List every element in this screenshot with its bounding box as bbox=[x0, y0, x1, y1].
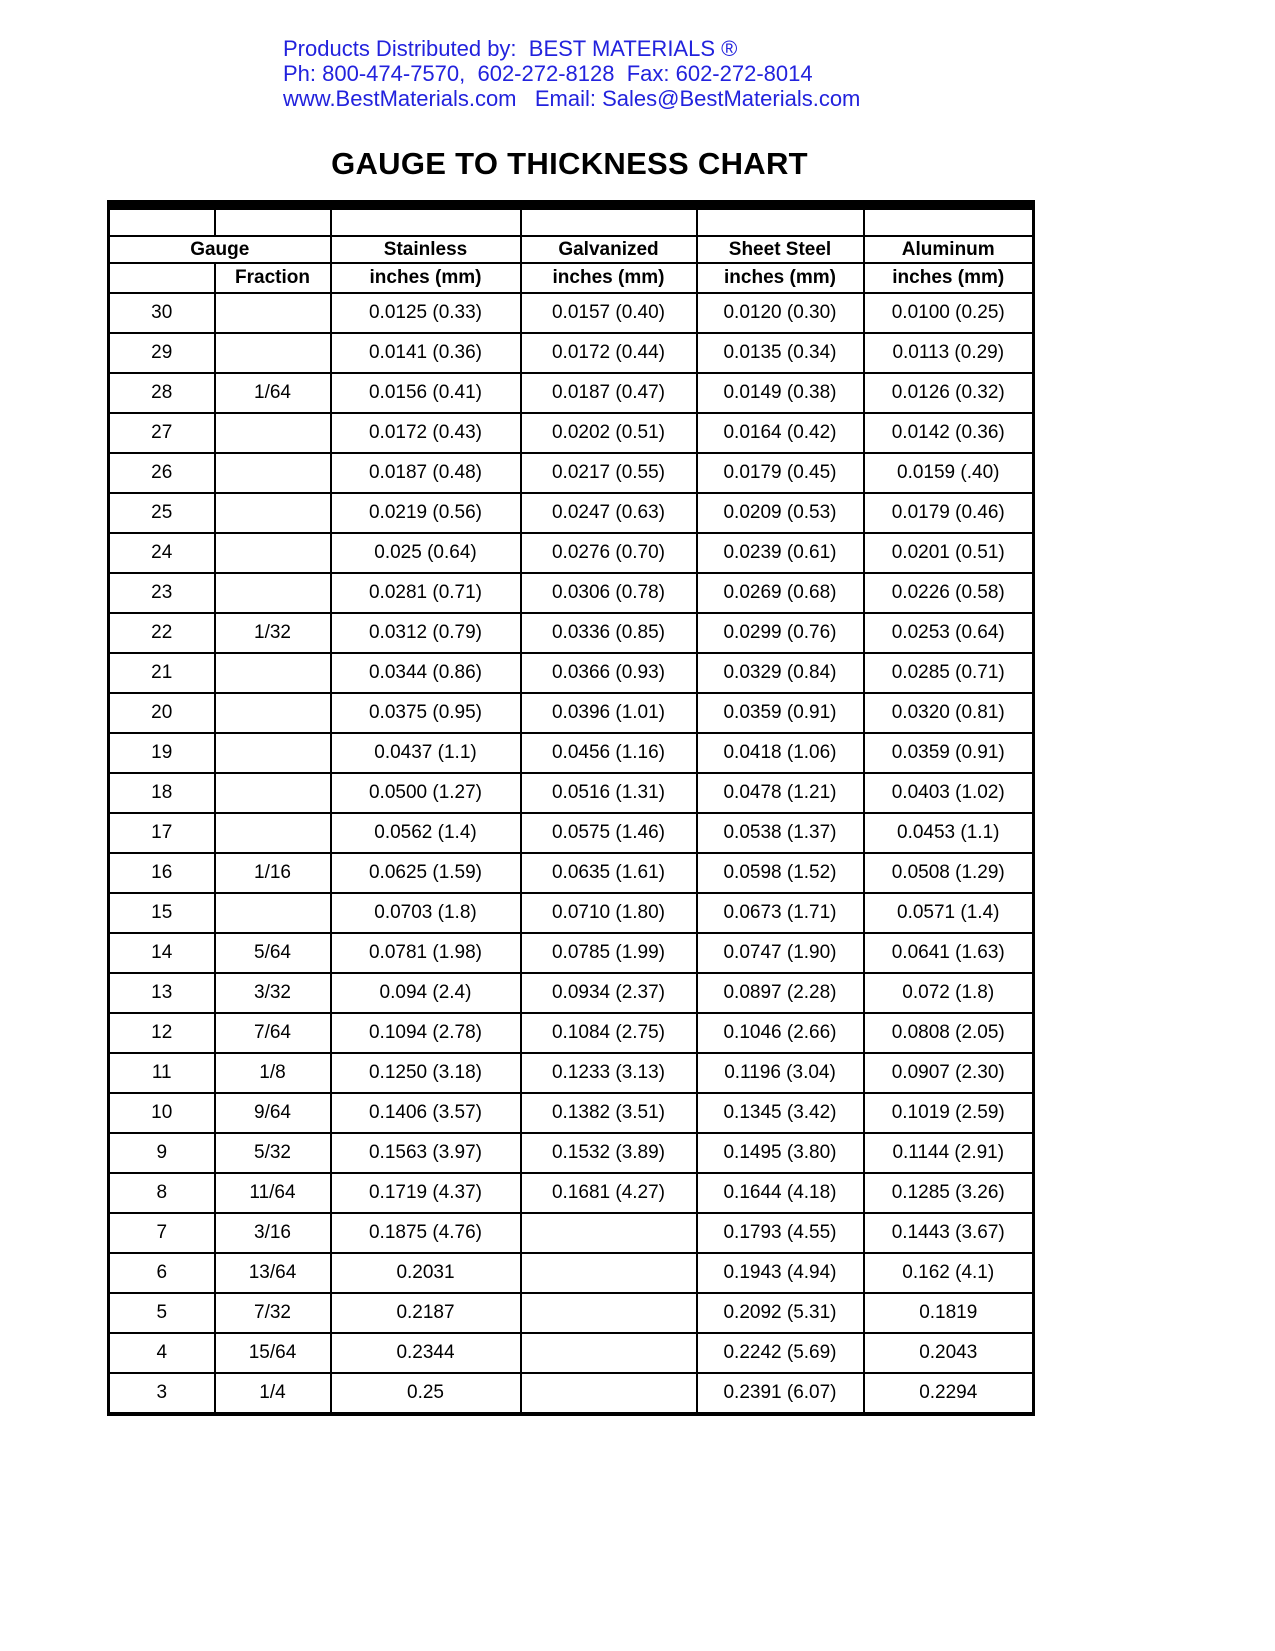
fraction-cell bbox=[215, 333, 331, 373]
gauge-cell: 28 bbox=[109, 373, 215, 413]
sheet-steel-cell: 0.0673 (1.71) bbox=[697, 893, 864, 933]
aluminum-cell: 0.1443 (3.67) bbox=[864, 1213, 1034, 1253]
stainless-cell: 0.0781 (1.98) bbox=[331, 933, 521, 973]
aluminum-cell: 0.0100 (0.25) bbox=[864, 293, 1034, 333]
fraction-cell: 5/64 bbox=[215, 933, 331, 973]
gauge-cell: 7 bbox=[109, 1213, 215, 1253]
fraction-cell: 7/64 bbox=[215, 1013, 331, 1053]
stainless-cell: 0.0281 (0.71) bbox=[331, 573, 521, 613]
stainless-cell: 0.0172 (0.43) bbox=[331, 413, 521, 453]
aluminum-cell: 0.2294 bbox=[864, 1373, 1034, 1414]
aluminum-cell: 0.0285 (0.71) bbox=[864, 653, 1034, 693]
table-row-gauge-8 bbox=[109, 1173, 1034, 1213]
stainless-cell: 0.025 (0.64) bbox=[331, 533, 521, 573]
sub-header-row bbox=[109, 263, 1034, 293]
aluminum-cell: 0.0226 (0.58) bbox=[864, 573, 1034, 613]
table-row-gauge-11 bbox=[109, 1053, 1034, 1093]
stainless-cell: 0.0703 (1.8) bbox=[331, 893, 521, 933]
sheet-steel-cell: 0.1345 (3.42) bbox=[697, 1093, 864, 1133]
gauge-cell: 8 bbox=[109, 1173, 215, 1213]
aluminum-cell: 0.0808 (2.05) bbox=[864, 1013, 1034, 1053]
table-row-gauge-14 bbox=[109, 933, 1034, 973]
stainless-cell: 0.0156 (0.41) bbox=[331, 373, 521, 413]
sheet-steel-cell: 0.0120 (0.30) bbox=[697, 293, 864, 333]
sheet-steel-cell: 0.1196 (3.04) bbox=[697, 1053, 864, 1093]
table-row-gauge-18 bbox=[109, 773, 1034, 813]
galvanized-cell bbox=[521, 1293, 697, 1333]
table-header-section bbox=[109, 205, 1034, 293]
table-row-gauge-22 bbox=[109, 613, 1034, 653]
distributor-line-phone: Ph: 800-474-7570, 602-272-8128 Fax: 602-272-8014 bbox=[283, 61, 813, 86]
aluminum-cell: 0.0253 (0.64) bbox=[864, 613, 1034, 653]
sheet-steel-cell: 0.0269 (0.68) bbox=[697, 573, 864, 613]
aluminum-cell: 0.1144 (2.91) bbox=[864, 1133, 1034, 1173]
stainless-cell: 0.1563 (3.97) bbox=[331, 1133, 521, 1173]
stainless-cell: 0.2031 bbox=[331, 1253, 521, 1293]
aluminum-cell: 0.0907 (2.30) bbox=[864, 1053, 1034, 1093]
stainless-cell: 0.0375 (0.95) bbox=[331, 693, 521, 733]
sheet-steel-cell: 0.0135 (0.34) bbox=[697, 333, 864, 373]
aluminum-cell: 0.0320 (0.81) bbox=[864, 693, 1034, 733]
table-row-gauge-20 bbox=[109, 693, 1034, 733]
column-header-gauge: Gauge bbox=[109, 236, 331, 263]
fraction-cell bbox=[215, 493, 331, 533]
fraction-cell: 3/16 bbox=[215, 1213, 331, 1253]
fraction-cell bbox=[215, 773, 331, 813]
galvanized-cell bbox=[521, 1333, 697, 1373]
gauge-cell: 30 bbox=[109, 293, 215, 333]
sub-header-aluminum-units: inches (mm) bbox=[864, 263, 1034, 293]
stainless-cell: 0.0500 (1.27) bbox=[331, 773, 521, 813]
sub-header-sheet-steel-units: inches (mm) bbox=[697, 263, 864, 293]
gauge-cell: 27 bbox=[109, 413, 215, 453]
column-header-aluminum: Aluminum bbox=[864, 236, 1034, 263]
stainless-cell: 0.25 bbox=[331, 1373, 521, 1414]
table-row-gauge-13 bbox=[109, 973, 1034, 1013]
aluminum-cell: 0.0571 (1.4) bbox=[864, 893, 1034, 933]
galvanized-cell: 0.0217 (0.55) bbox=[521, 453, 697, 493]
galvanized-cell: 0.0157 (0.40) bbox=[521, 293, 697, 333]
aluminum-cell: 0.0179 (0.46) bbox=[864, 493, 1034, 533]
gauge-cell: 21 bbox=[109, 653, 215, 693]
aluminum-cell: 0.1019 (2.59) bbox=[864, 1093, 1034, 1133]
galvanized-cell: 0.0396 (1.01) bbox=[521, 693, 697, 733]
spacer-cell bbox=[521, 205, 697, 236]
gauge-cell: 18 bbox=[109, 773, 215, 813]
sheet-steel-cell: 0.0897 (2.28) bbox=[697, 973, 864, 1013]
galvanized-cell: 0.1084 (2.75) bbox=[521, 1013, 697, 1053]
column-header-stainless: Stainless bbox=[331, 236, 521, 263]
stainless-cell: 0.2344 bbox=[331, 1333, 521, 1373]
table-row-gauge-23 bbox=[109, 573, 1034, 613]
gauge-cell: 23 bbox=[109, 573, 215, 613]
galvanized-cell: 0.0710 (1.80) bbox=[521, 893, 697, 933]
sheet-steel-cell: 0.2391 (6.07) bbox=[697, 1373, 864, 1414]
table-row-gauge-16 bbox=[109, 853, 1034, 893]
gauge-cell: 19 bbox=[109, 733, 215, 773]
spacer-row bbox=[109, 205, 1034, 236]
fraction-cell bbox=[215, 573, 331, 613]
gauge-cell: 4 bbox=[109, 1333, 215, 1373]
spacer-cell bbox=[697, 205, 864, 236]
aluminum-cell: 0.0159 (.40) bbox=[864, 453, 1034, 493]
fraction-cell: 13/64 bbox=[215, 1253, 331, 1293]
table-data-rows bbox=[109, 293, 1034, 1414]
sub-header-gauge-empty bbox=[109, 263, 215, 293]
aluminum-cell: 0.0113 (0.29) bbox=[864, 333, 1034, 373]
table-row-gauge-17 bbox=[109, 813, 1034, 853]
table-row-gauge-27 bbox=[109, 413, 1034, 453]
aluminum-cell: 0.162 (4.1) bbox=[864, 1253, 1034, 1293]
sheet-steel-cell: 0.0418 (1.06) bbox=[697, 733, 864, 773]
spacer-cell bbox=[864, 205, 1034, 236]
galvanized-cell: 0.0456 (1.16) bbox=[521, 733, 697, 773]
fraction-cell: 15/64 bbox=[215, 1333, 331, 1373]
sheet-steel-cell: 0.1495 (3.80) bbox=[697, 1133, 864, 1173]
gauge-cell: 15 bbox=[109, 893, 215, 933]
aluminum-cell: 0.0403 (1.02) bbox=[864, 773, 1034, 813]
sheet-steel-cell: 0.0179 (0.45) bbox=[697, 453, 864, 493]
gauge-cell: 16 bbox=[109, 853, 215, 893]
column-header-sheet-steel: Sheet Steel bbox=[697, 236, 864, 263]
fraction-cell: 1/16 bbox=[215, 853, 331, 893]
table-row-gauge-24 bbox=[109, 533, 1034, 573]
aluminum-cell: 0.0359 (0.91) bbox=[864, 733, 1034, 773]
galvanized-cell: 0.0575 (1.46) bbox=[521, 813, 697, 853]
spacer-cell bbox=[109, 205, 215, 236]
fraction-cell bbox=[215, 293, 331, 333]
table-row-gauge-6 bbox=[109, 1253, 1034, 1293]
fraction-cell bbox=[215, 893, 331, 933]
galvanized-cell: 0.0172 (0.44) bbox=[521, 333, 697, 373]
sheet-steel-cell: 0.0239 (0.61) bbox=[697, 533, 864, 573]
aluminum-cell: 0.1819 bbox=[864, 1293, 1034, 1333]
stainless-cell: 0.0187 (0.48) bbox=[331, 453, 521, 493]
gauge-cell: 13 bbox=[109, 973, 215, 1013]
galvanized-cell bbox=[521, 1253, 697, 1293]
sheet-steel-cell: 0.2092 (5.31) bbox=[697, 1293, 864, 1333]
galvanized-cell bbox=[521, 1213, 697, 1253]
table-row-gauge-10 bbox=[109, 1093, 1034, 1133]
sub-header-stainless-units: inches (mm) bbox=[331, 263, 521, 293]
stainless-cell: 0.0437 (1.1) bbox=[331, 733, 521, 773]
fraction-cell: 5/32 bbox=[215, 1133, 331, 1173]
table-row-gauge-9 bbox=[109, 1133, 1034, 1173]
distributor-line-web-email: www.BestMaterials.com Email: Sales@BestMaterials.com bbox=[283, 86, 861, 111]
sheet-steel-cell: 0.0598 (1.52) bbox=[697, 853, 864, 893]
stainless-cell: 0.0125 (0.33) bbox=[331, 293, 521, 333]
table-row-gauge-7 bbox=[109, 1213, 1034, 1253]
galvanized-cell: 0.0635 (1.61) bbox=[521, 853, 697, 893]
sheet-steel-cell: 0.2242 (5.69) bbox=[697, 1333, 864, 1373]
galvanized-cell: 0.0187 (0.47) bbox=[521, 373, 697, 413]
galvanized-cell: 0.0516 (1.31) bbox=[521, 773, 697, 813]
stainless-cell: 0.1406 (3.57) bbox=[331, 1093, 521, 1133]
table-row-gauge-19 bbox=[109, 733, 1034, 773]
stainless-cell: 0.1719 (4.37) bbox=[331, 1173, 521, 1213]
fraction-cell: 7/32 bbox=[215, 1293, 331, 1333]
stainless-cell: 0.0312 (0.79) bbox=[331, 613, 521, 653]
sheet-steel-cell: 0.0149 (0.38) bbox=[697, 373, 864, 413]
table-row-gauge-3 bbox=[109, 1373, 1034, 1414]
fraction-cell: 1/8 bbox=[215, 1053, 331, 1093]
table-row-gauge-25 bbox=[109, 493, 1034, 533]
galvanized-cell bbox=[521, 1373, 697, 1414]
sheet-steel-cell: 0.1644 (4.18) bbox=[697, 1173, 864, 1213]
sheet-steel-cell: 0.0747 (1.90) bbox=[697, 933, 864, 973]
sheet-steel-cell: 0.0478 (1.21) bbox=[697, 773, 864, 813]
table-row-gauge-5 bbox=[109, 1293, 1034, 1333]
gauge-cell: 25 bbox=[109, 493, 215, 533]
stainless-cell: 0.2187 bbox=[331, 1293, 521, 1333]
aluminum-cell: 0.1285 (3.26) bbox=[864, 1173, 1034, 1213]
gauge-cell: 26 bbox=[109, 453, 215, 493]
gauge-cell: 5 bbox=[109, 1293, 215, 1333]
spacer-cell bbox=[215, 205, 331, 236]
fraction-cell bbox=[215, 533, 331, 573]
sheet-steel-cell: 0.0538 (1.37) bbox=[697, 813, 864, 853]
distributor-line-products: Products Distributed by: BEST MATERIALS ® bbox=[283, 36, 738, 61]
sheet-steel-cell: 0.0299 (0.76) bbox=[697, 613, 864, 653]
fraction-cell bbox=[215, 653, 331, 693]
galvanized-cell: 0.1233 (3.13) bbox=[521, 1053, 697, 1093]
aluminum-cell: 0.2043 bbox=[864, 1333, 1034, 1373]
aluminum-cell: 0.0508 (1.29) bbox=[864, 853, 1034, 893]
fraction-cell bbox=[215, 733, 331, 773]
stainless-cell: 0.1875 (4.76) bbox=[331, 1213, 521, 1253]
distributor-header bbox=[283, 36, 860, 111]
table-row-gauge-28 bbox=[109, 373, 1034, 413]
sheet-steel-cell: 0.1793 (4.55) bbox=[697, 1213, 864, 1253]
spacer-cell bbox=[331, 205, 521, 236]
fraction-cell bbox=[215, 693, 331, 733]
aluminum-cell: 0.072 (1.8) bbox=[864, 973, 1034, 1013]
column-header-galvanized: Galvanized bbox=[521, 236, 697, 263]
table-row-gauge-26 bbox=[109, 453, 1034, 493]
table-row-gauge-29 bbox=[109, 333, 1034, 373]
aluminum-cell: 0.0201 (0.51) bbox=[864, 533, 1034, 573]
table-row-gauge-4 bbox=[109, 1333, 1034, 1373]
fraction-cell bbox=[215, 413, 331, 453]
galvanized-cell: 0.0306 (0.78) bbox=[521, 573, 697, 613]
table-row-gauge-30 bbox=[109, 293, 1034, 333]
sheet-steel-cell: 0.0359 (0.91) bbox=[697, 693, 864, 733]
stainless-cell: 0.1250 (3.18) bbox=[331, 1053, 521, 1093]
sheet-steel-cell: 0.0164 (0.42) bbox=[697, 413, 864, 453]
aluminum-cell: 0.0453 (1.1) bbox=[864, 813, 1034, 853]
galvanized-cell: 0.0934 (2.37) bbox=[521, 973, 697, 1013]
table-row-gauge-12 bbox=[109, 1013, 1034, 1053]
galvanized-cell: 0.0366 (0.93) bbox=[521, 653, 697, 693]
fraction-cell: 1/64 bbox=[215, 373, 331, 413]
galvanized-cell: 0.1382 (3.51) bbox=[521, 1093, 697, 1133]
gauge-cell: 11 bbox=[109, 1053, 215, 1093]
galvanized-cell: 0.0276 (0.70) bbox=[521, 533, 697, 573]
galvanized-cell: 0.0336 (0.85) bbox=[521, 613, 697, 653]
stainless-cell: 0.0562 (1.4) bbox=[331, 813, 521, 853]
table-row-gauge-21 bbox=[109, 653, 1034, 693]
aluminum-cell: 0.0641 (1.63) bbox=[864, 933, 1034, 973]
gauge-cell: 24 bbox=[109, 533, 215, 573]
galvanized-cell: 0.0202 (0.51) bbox=[521, 413, 697, 453]
stainless-cell: 0.0344 (0.86) bbox=[331, 653, 521, 693]
fraction-cell bbox=[215, 813, 331, 853]
stainless-cell: 0.094 (2.4) bbox=[331, 973, 521, 1013]
aluminum-cell: 0.0126 (0.32) bbox=[864, 373, 1034, 413]
gauge-cell: 17 bbox=[109, 813, 215, 853]
sheet-steel-cell: 0.1943 (4.94) bbox=[697, 1253, 864, 1293]
sub-header-galvanized-units: inches (mm) bbox=[521, 263, 697, 293]
galvanized-cell: 0.1681 (4.27) bbox=[521, 1173, 697, 1213]
gauge-cell: 14 bbox=[109, 933, 215, 973]
fraction-cell: 1/4 bbox=[215, 1373, 331, 1414]
table-row-gauge-15 bbox=[109, 893, 1034, 933]
aluminum-cell: 0.0142 (0.36) bbox=[864, 413, 1034, 453]
gauge-cell: 3 bbox=[109, 1373, 215, 1414]
page-title: GAUGE TO THICKNESS CHART bbox=[331, 146, 808, 181]
stainless-cell: 0.0625 (1.59) bbox=[331, 853, 521, 893]
sheet-steel-cell: 0.1046 (2.66) bbox=[697, 1013, 864, 1053]
fraction-cell: 3/32 bbox=[215, 973, 331, 1013]
gauge-cell: 6 bbox=[109, 1253, 215, 1293]
galvanized-cell: 0.1532 (3.89) bbox=[521, 1133, 697, 1173]
gauge-cell: 22 bbox=[109, 613, 215, 653]
fraction-cell: 9/64 bbox=[215, 1093, 331, 1133]
gauge-cell: 12 bbox=[109, 1013, 215, 1053]
gauge-thickness-table bbox=[107, 200, 1035, 1416]
gauge-cell: 10 bbox=[109, 1093, 215, 1133]
gauge-cell: 20 bbox=[109, 693, 215, 733]
gauge-cell: 9 bbox=[109, 1133, 215, 1173]
group-header-row bbox=[109, 236, 1034, 263]
galvanized-cell: 0.0247 (0.63) bbox=[521, 493, 697, 533]
sheet-steel-cell: 0.0209 (0.53) bbox=[697, 493, 864, 533]
stainless-cell: 0.1094 (2.78) bbox=[331, 1013, 521, 1053]
stainless-cell: 0.0219 (0.56) bbox=[331, 493, 521, 533]
fraction-cell: 11/64 bbox=[215, 1173, 331, 1213]
galvanized-cell: 0.0785 (1.99) bbox=[521, 933, 697, 973]
fraction-cell bbox=[215, 453, 331, 493]
sheet-steel-cell: 0.0329 (0.84) bbox=[697, 653, 864, 693]
fraction-cell: 1/32 bbox=[215, 613, 331, 653]
gauge-cell: 29 bbox=[109, 333, 215, 373]
stainless-cell: 0.0141 (0.36) bbox=[331, 333, 521, 373]
sub-header-fraction: Fraction bbox=[215, 263, 331, 293]
